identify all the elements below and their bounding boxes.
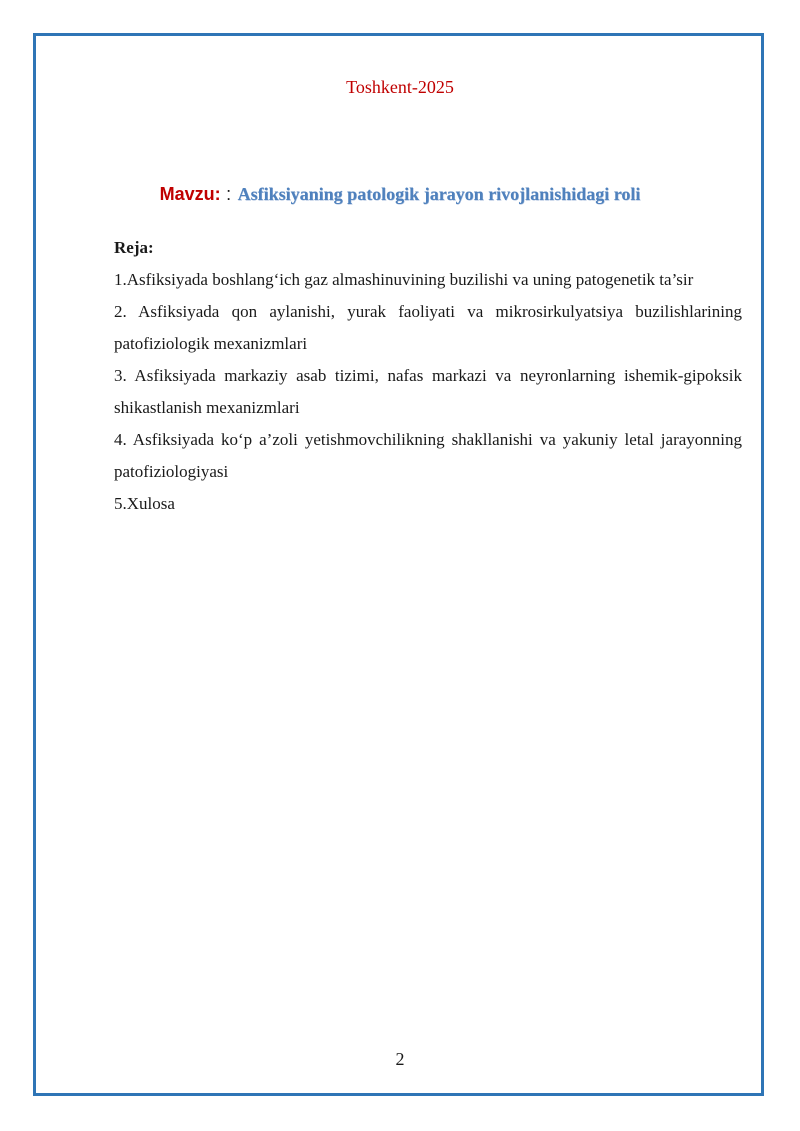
topic-separator: : (226, 184, 232, 204)
topic-title: Asfiksiyaning patologik jarayon rivojlanishidagi roli (237, 184, 641, 204)
plan-heading: Reja: (114, 238, 154, 257)
plan-item-1: 1.Asfiksiyada boshlang‘ich gaz almashinuvining buzilishi va uning patogenetik ta’sir (114, 270, 694, 289)
plan-item-3: 3. Asfiksiyada markaziy asab tizimi, nafas markazi va neyronlarning ishemik-gipoksik shikastlanish mexanizmlari (114, 366, 742, 417)
city-year-header: Toshkent-2025 (346, 77, 454, 97)
topic-line (0, 184, 800, 205)
plan-section (114, 232, 742, 520)
topic-label: Mavzu: (159, 184, 221, 204)
page-number: 2 (395, 1049, 405, 1069)
plan-item-5: 5.Xulosa (114, 494, 175, 513)
plan-item-4: 4. Asfiksiyada ko‘p a’zoli yetishmovchilikning shakllanishi va yakuniy letal jarayonning patofiziologiyasi (114, 430, 742, 481)
plan-item-2: 2. Asfiksiyada qon aylanishi, yurak faoliyati va mikrosirkulyatsiya buzilishlarining patofiziologik mexanizmlari (114, 302, 742, 353)
